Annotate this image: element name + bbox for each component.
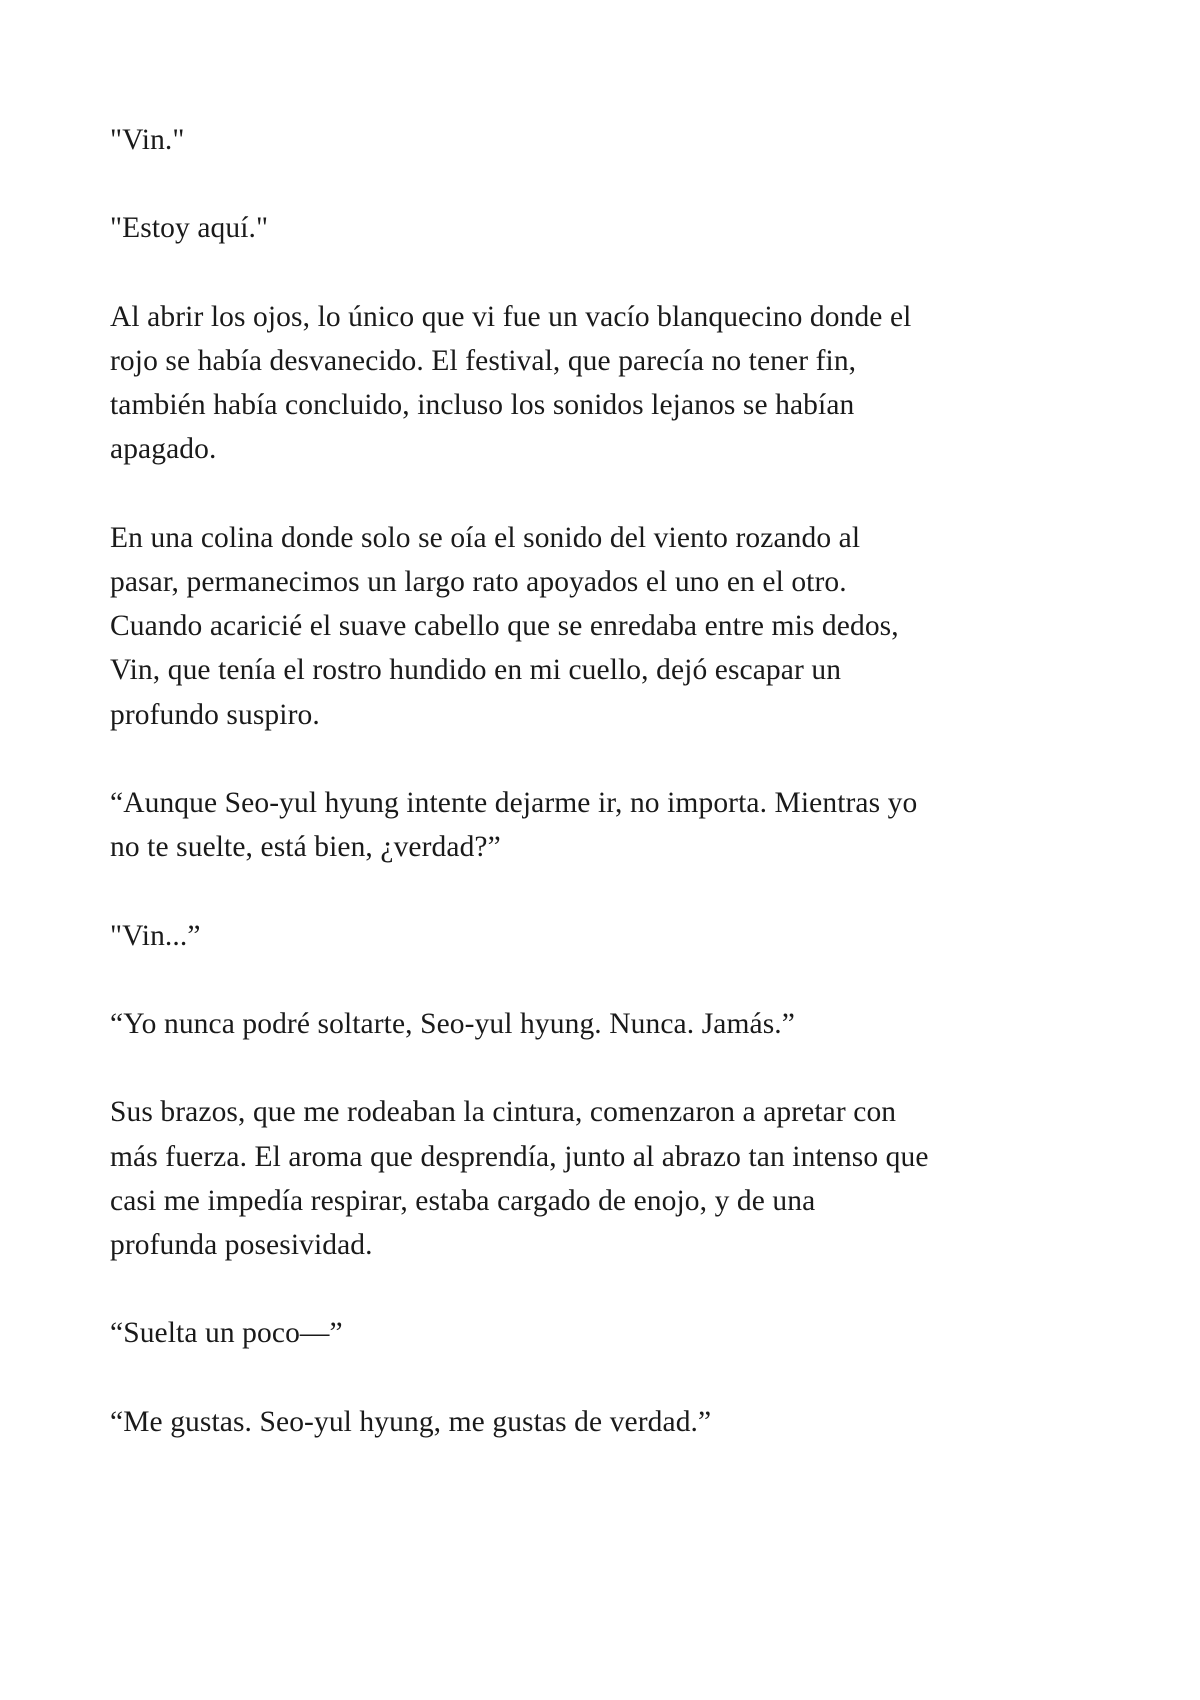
dialogue-paragraph (110, 781, 1110, 869)
text-line: profunda posesividad. (110, 1228, 373, 1261)
narrative-paragraph (110, 516, 1110, 737)
text-line: “Me gustas. Seo-yul hyung, me gustas de verdad.” (110, 1405, 712, 1438)
text-line: "Vin." (110, 124, 185, 156)
text-line: Vin, que tenía el rostro hundido en mi cuello, dejó escapar un (110, 654, 842, 687)
text-line: pasar, permanecimos un largo rato apoyados el uno en el otro. (110, 565, 847, 598)
dialogue-paragraph (110, 118, 1110, 162)
dialogue-paragraph (110, 914, 1110, 958)
text-line: "Vin...” (110, 919, 201, 952)
text-line: no te suelte, está bien, ¿verdad?” (110, 831, 501, 864)
document-page (110, 118, 1110, 1488)
dialogue-paragraph (110, 206, 1110, 250)
text-line: Al abrir los ojos, lo único que vi fue un vacío blanquecino donde el (110, 300, 912, 333)
dialogue-paragraph (110, 1400, 1110, 1444)
text-line: también había concluido, incluso los sonidos lejanos se habían (110, 389, 855, 422)
text-line: En una colina donde solo se oía el sonido del viento rozando al (110, 521, 861, 554)
narrative-paragraph (110, 1090, 1110, 1267)
text-line: más fuerza. El aroma que desprendía, junto al abrazo tan intenso que (110, 1140, 929, 1173)
dialogue-paragraph (110, 1002, 1110, 1046)
text-line: rojo se había desvanecido. El festival, que parecía no tener fin, (110, 344, 857, 377)
text-line: Cuando acaricié el suave cabello que se enredaba entre mis dedos, (110, 610, 899, 643)
text-line: “Yo nunca podré soltarte, Seo-yul hyung. Nunca. Jamás.” (110, 1007, 795, 1040)
dialogue-paragraph (110, 1311, 1110, 1355)
text-line: profundo suspiro. (110, 698, 320, 731)
text-line: "Estoy aquí." (110, 212, 269, 245)
text-line: apagado. (110, 433, 217, 466)
narrative-paragraph (110, 295, 1110, 472)
text-line: casi me impedía respirar, estaba cargado de enojo, y de una (110, 1184, 816, 1217)
text-line: “Suelta un poco—” (110, 1317, 343, 1350)
text-line: Sus brazos, que me rodeaban la cintura, comenzaron a apretar con (110, 1096, 897, 1129)
text-line: “Aunque Seo-yul hyung intente dejarme ir, no importa. Mientras yo (110, 786, 918, 819)
